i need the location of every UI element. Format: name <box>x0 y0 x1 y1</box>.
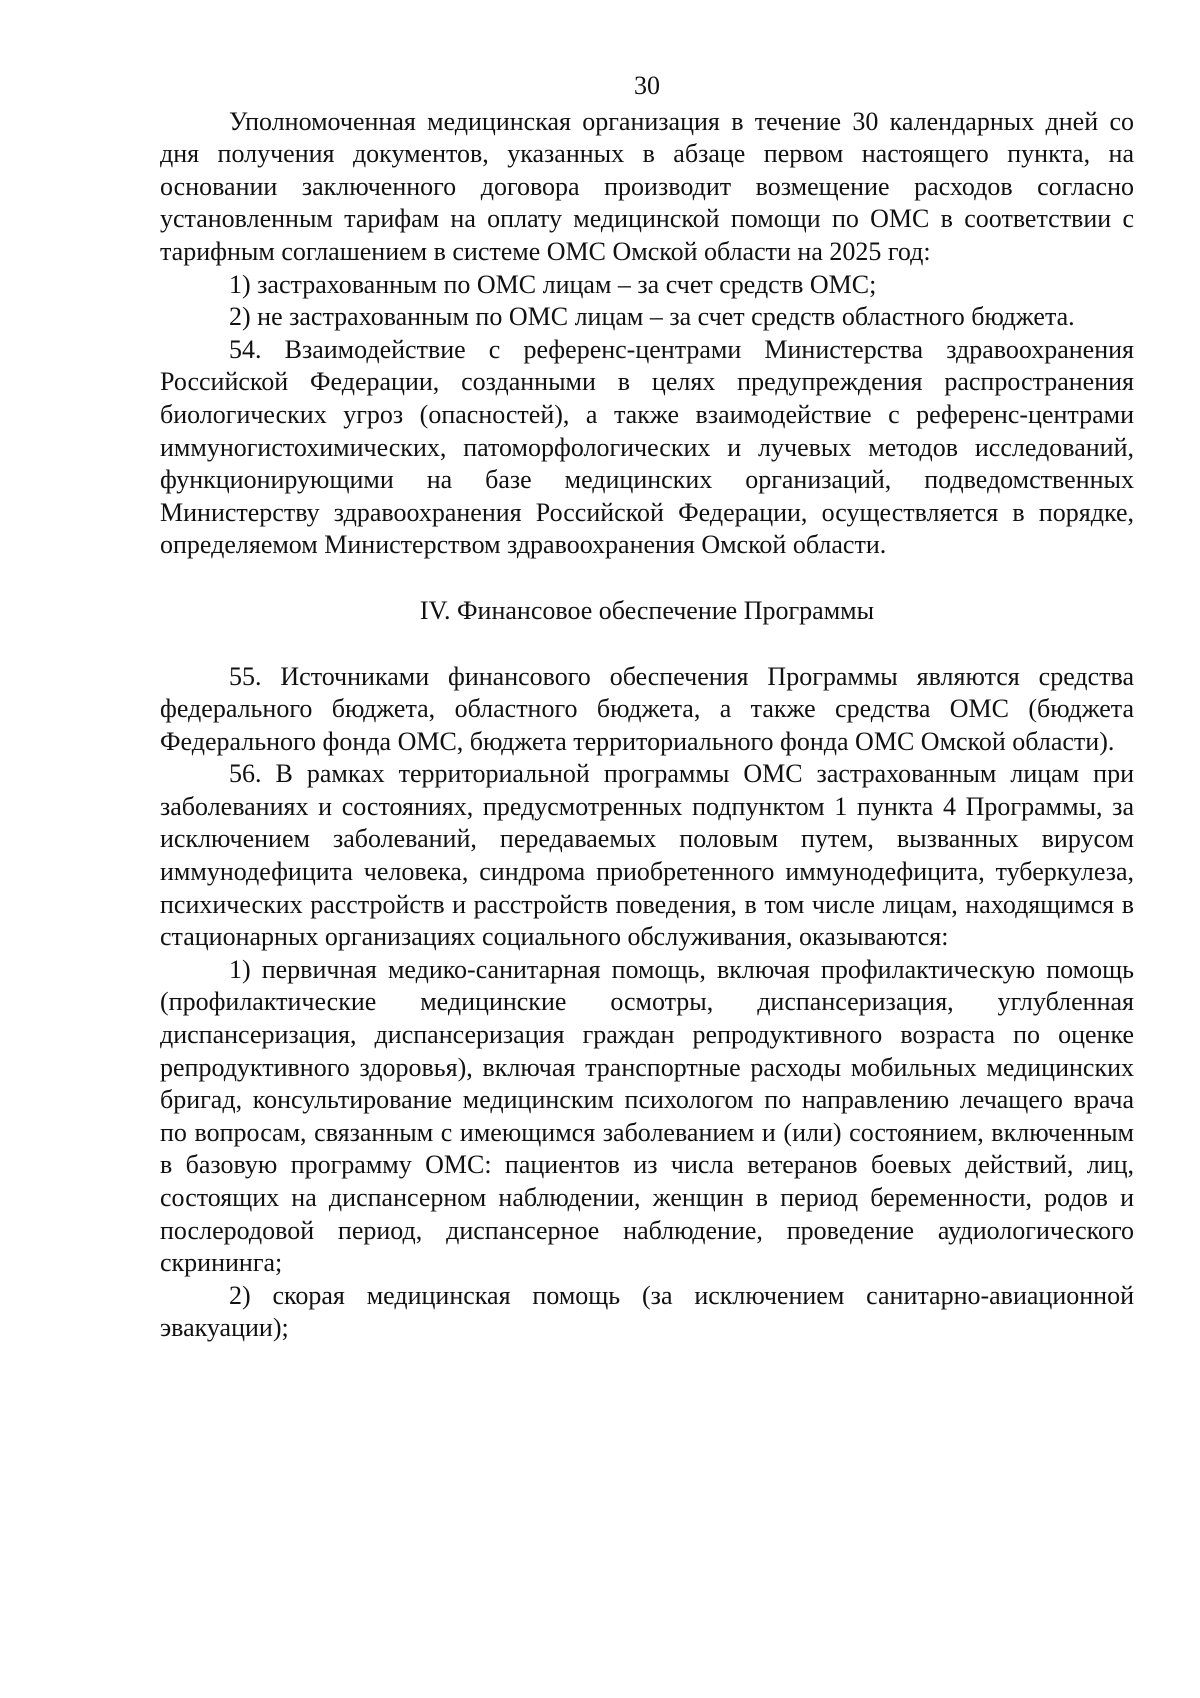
paragraph-54: 54. Взаимодействие с референс-центрами Министерства здравоохранения Российской Федерации, созданными в целях предупреждения распространения биологических угроз (опасностей), а также взаимодействие с референс-центрами иммуногистохимических, патоморфологических и лучевых методов исследований, функционирующими на базе медицинских организаций, подведомственных Министерству здравоохранения Российской Федерации, осуществляется в порядке, определяемом Министерством здравоохранения Омской области. <box>160 334 1134 560</box>
section-heading: IV. Финансовое обеспечение Программы <box>419 595 875 625</box>
paragraph-55: 55. Источниками финансового обеспечения Программы являются средства федерального бюджета, областного бюджета, а также средства ОМС (бюджета Федерального фонда ОМС, бюджета территориального фонда ОМС Омской области). <box>160 661 1134 756</box>
page-number: 30 <box>634 71 660 100</box>
list-item-insured: 1) застрахованным по ОМС лицам – за счет средств ОМС; <box>229 269 877 299</box>
list-item-uninsured: 2) не застрахованным по ОМС лицам – за счет средств областного бюджета. <box>229 302 1075 332</box>
list-item-emergency-care: 2) скорая медицинская помощь (за исключением санитарно-авиационной эвакуации); <box>160 1280 1134 1343</box>
list-item-primary-care: 1) первичная медико-санитарная помощь, включая профилактическую помощь (профилактические медицинские осмотры, диспансеризация, углубленная диспансеризация, диспансеризация граждан репродуктивного возраста по оценке репродуктивного здоровья), включая транспортные расходы мобильных медицинских бригад, консультирование медицинским психологом по направлению лечащего врача по вопросам, связанным с имеющимся заболеванием и (или) состоянием, включенным в базовую программу ОМС: пациентов из числа ветеранов боевых действий, лиц, состоящих на диспансерном наблюдении, женщин в период беременности, родов и послеродовой период, диспансерное наблюдение, проведение аудиологического скрининга; <box>160 954 1134 1278</box>
document-page <box>160 70 1134 1345</box>
paragraph-reimbursement: Уполномоченная медицинская организация в течение 30 календарных дней со дня получения документов, указанных в абзаце первом настоящего пункта, на основании заключенного договора производит возмещение расходов согласно установленным тарифам на оплату медицинской помощи по ОМС в соответствии с тарифным соглашением в системе ОМС Омской области на 2025 год: <box>160 106 1134 266</box>
paragraph-56: 56. В рамках территориальной программы ОМС застрахованным лицам при заболеваниях и состояниях, предусмотренных подпунктом 1 пункта 4 Программы, за исключением заболеваний, передаваемых половым путем, вызванных вирусом иммунодефицита человека, синдрома приобретенного иммунодефицита, туберкулеза, психических расстройств и расстройств поведения, в том числе лицам, находящимся в стационарных организациях социального обслуживания, оказываются: <box>160 759 1134 952</box>
